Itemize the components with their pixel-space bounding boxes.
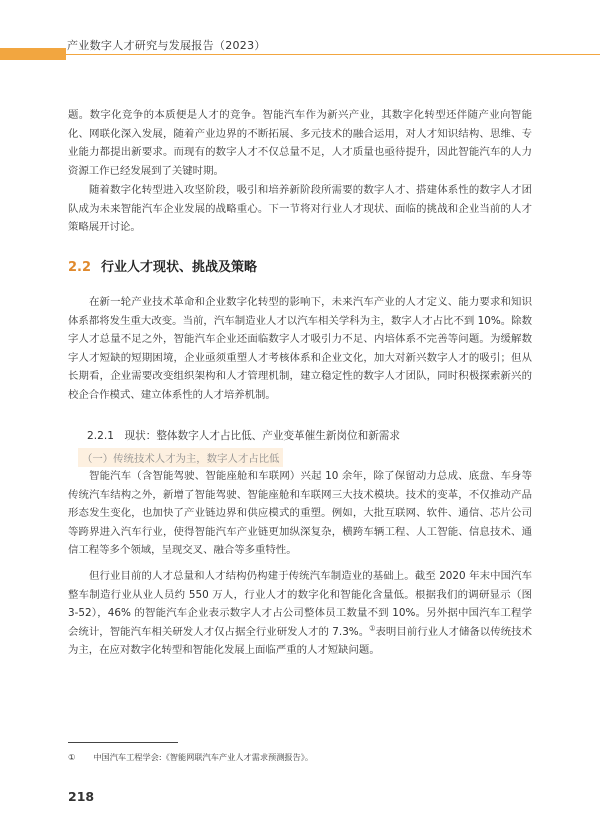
- footnote-divider: [68, 742, 178, 743]
- running-header-title: 产业数字人才研究与发展报告（2023）: [67, 39, 266, 52]
- paragraph-1: 题。数字化竞争的本质便是人才的竞争。智能汽车作为新兴产业，其数字化转型还伴随产业向智能化、网联化深入发展，随着产业边界的不断拓展、多元技术的融合运用，对人才知识结构、思维、专业能力都提出新要求。而现有的数字人才不仅总量不足，人才质量也亟待提升，因此智能汽车的人力资源工作已经发展到了关键时期。: [68, 109, 532, 177]
- paragraph-5-tail: 表明目前行业人才储备以传统技术为主，在应对数字化转型和智能化发展上面临严重的人才短缺问题。: [68, 625, 532, 657]
- section-heading: [68, 256, 257, 275]
- page-number: 218: [68, 789, 95, 804]
- footnote-mark: ①: [68, 752, 76, 762]
- paragraph-2: 随着数字化转型进入攻坚阶段，吸引和培养新阶段所需要的数字人才、搭建体系性的数字人才团队成为未来智能汽车企业发展的战略重心。下一节将对行业人才现状、面临的挑战和企业当前的人才策略展开讨论。: [68, 184, 532, 234]
- header-accent-bar: [0, 48, 66, 60]
- paragraph-3: 在新一轮产业技术革命和企业数字化转型的影响下，未来汽车产业的人才定义、能力要求和知识体系都将发生重大改变。当前，汽车制造业人才以汽车相关学科为主，数字人才占比不到 10%。除数字人才总量不足之外，智能汽车企业还面临数字人才吸引力不足、内培体系不完善等问题。为缓解数字人才短缺的短期困境，企业亟须重塑人才考核体系和企业文化，加大对新兴数字人才的吸引；但从长期看，企业需要改变组织架构和人才管理机制，建立稳定性的数字人才团队，同时积极探索新兴的校企合作模式、建立体系性的人才培养机制。: [68, 296, 532, 401]
- footnote: [68, 752, 313, 763]
- paragraph-5: [68, 567, 532, 660]
- footnote-reference[interactable]: ①: [369, 624, 376, 633]
- subsubsection-heading: （一）传统技术人才为主，数字人才占比低: [78, 448, 283, 467]
- header-rule: [66, 54, 600, 55]
- footnote-text: 中国汽车工程学会:《智能网联汽车产业人才需求预测报告》。: [93, 752, 314, 762]
- paragraph-5-main: 但行业目前的人才总量和人才结构仍构建于传统汽车制造业的基础上。截至 2020 年末中国汽车整车制造行业从业人员约 550 万人，行业人才的数字化和智能化含量低。根据我们的调研显示（图 3-52），46% 的智能汽车企业表示数字人才占公司整体员工数量不到 10%。另外据中国汽车工程学会统计，智能汽车相关研发人才仅占据全行业研发人才的 7.3%。: [68, 570, 532, 638]
- paragraph-4: 智能汽车（含智能驾驶、智能座舱和车联网）兴起 10 余年，除了保留动力总成、底盘、车身等传统汽车结构之外，新增了智能驾驶、智能座舱和车联网三大技术模块。技术的变革，不仅推动产品形态发生变化，也加快了产业链边界和供应模式的重塑。例如，大批互联网、软件、通信、芯片公司等跨界进入汽车行业，使得智能汽车产业链更加纵深复杂，横跨车辆工程、人工智能、信息技术、通信工程等多个领域，呈现交叉、融合等多重特性。: [68, 470, 532, 557]
- section-number: 2.2: [68, 260, 92, 275]
- subsection-heading: 2.2.1 现状：整体数字人才占比低、产业变革催生新岗位和新需求: [87, 430, 400, 442]
- section-title: 行业人才现状、挑战及策略: [101, 260, 258, 275]
